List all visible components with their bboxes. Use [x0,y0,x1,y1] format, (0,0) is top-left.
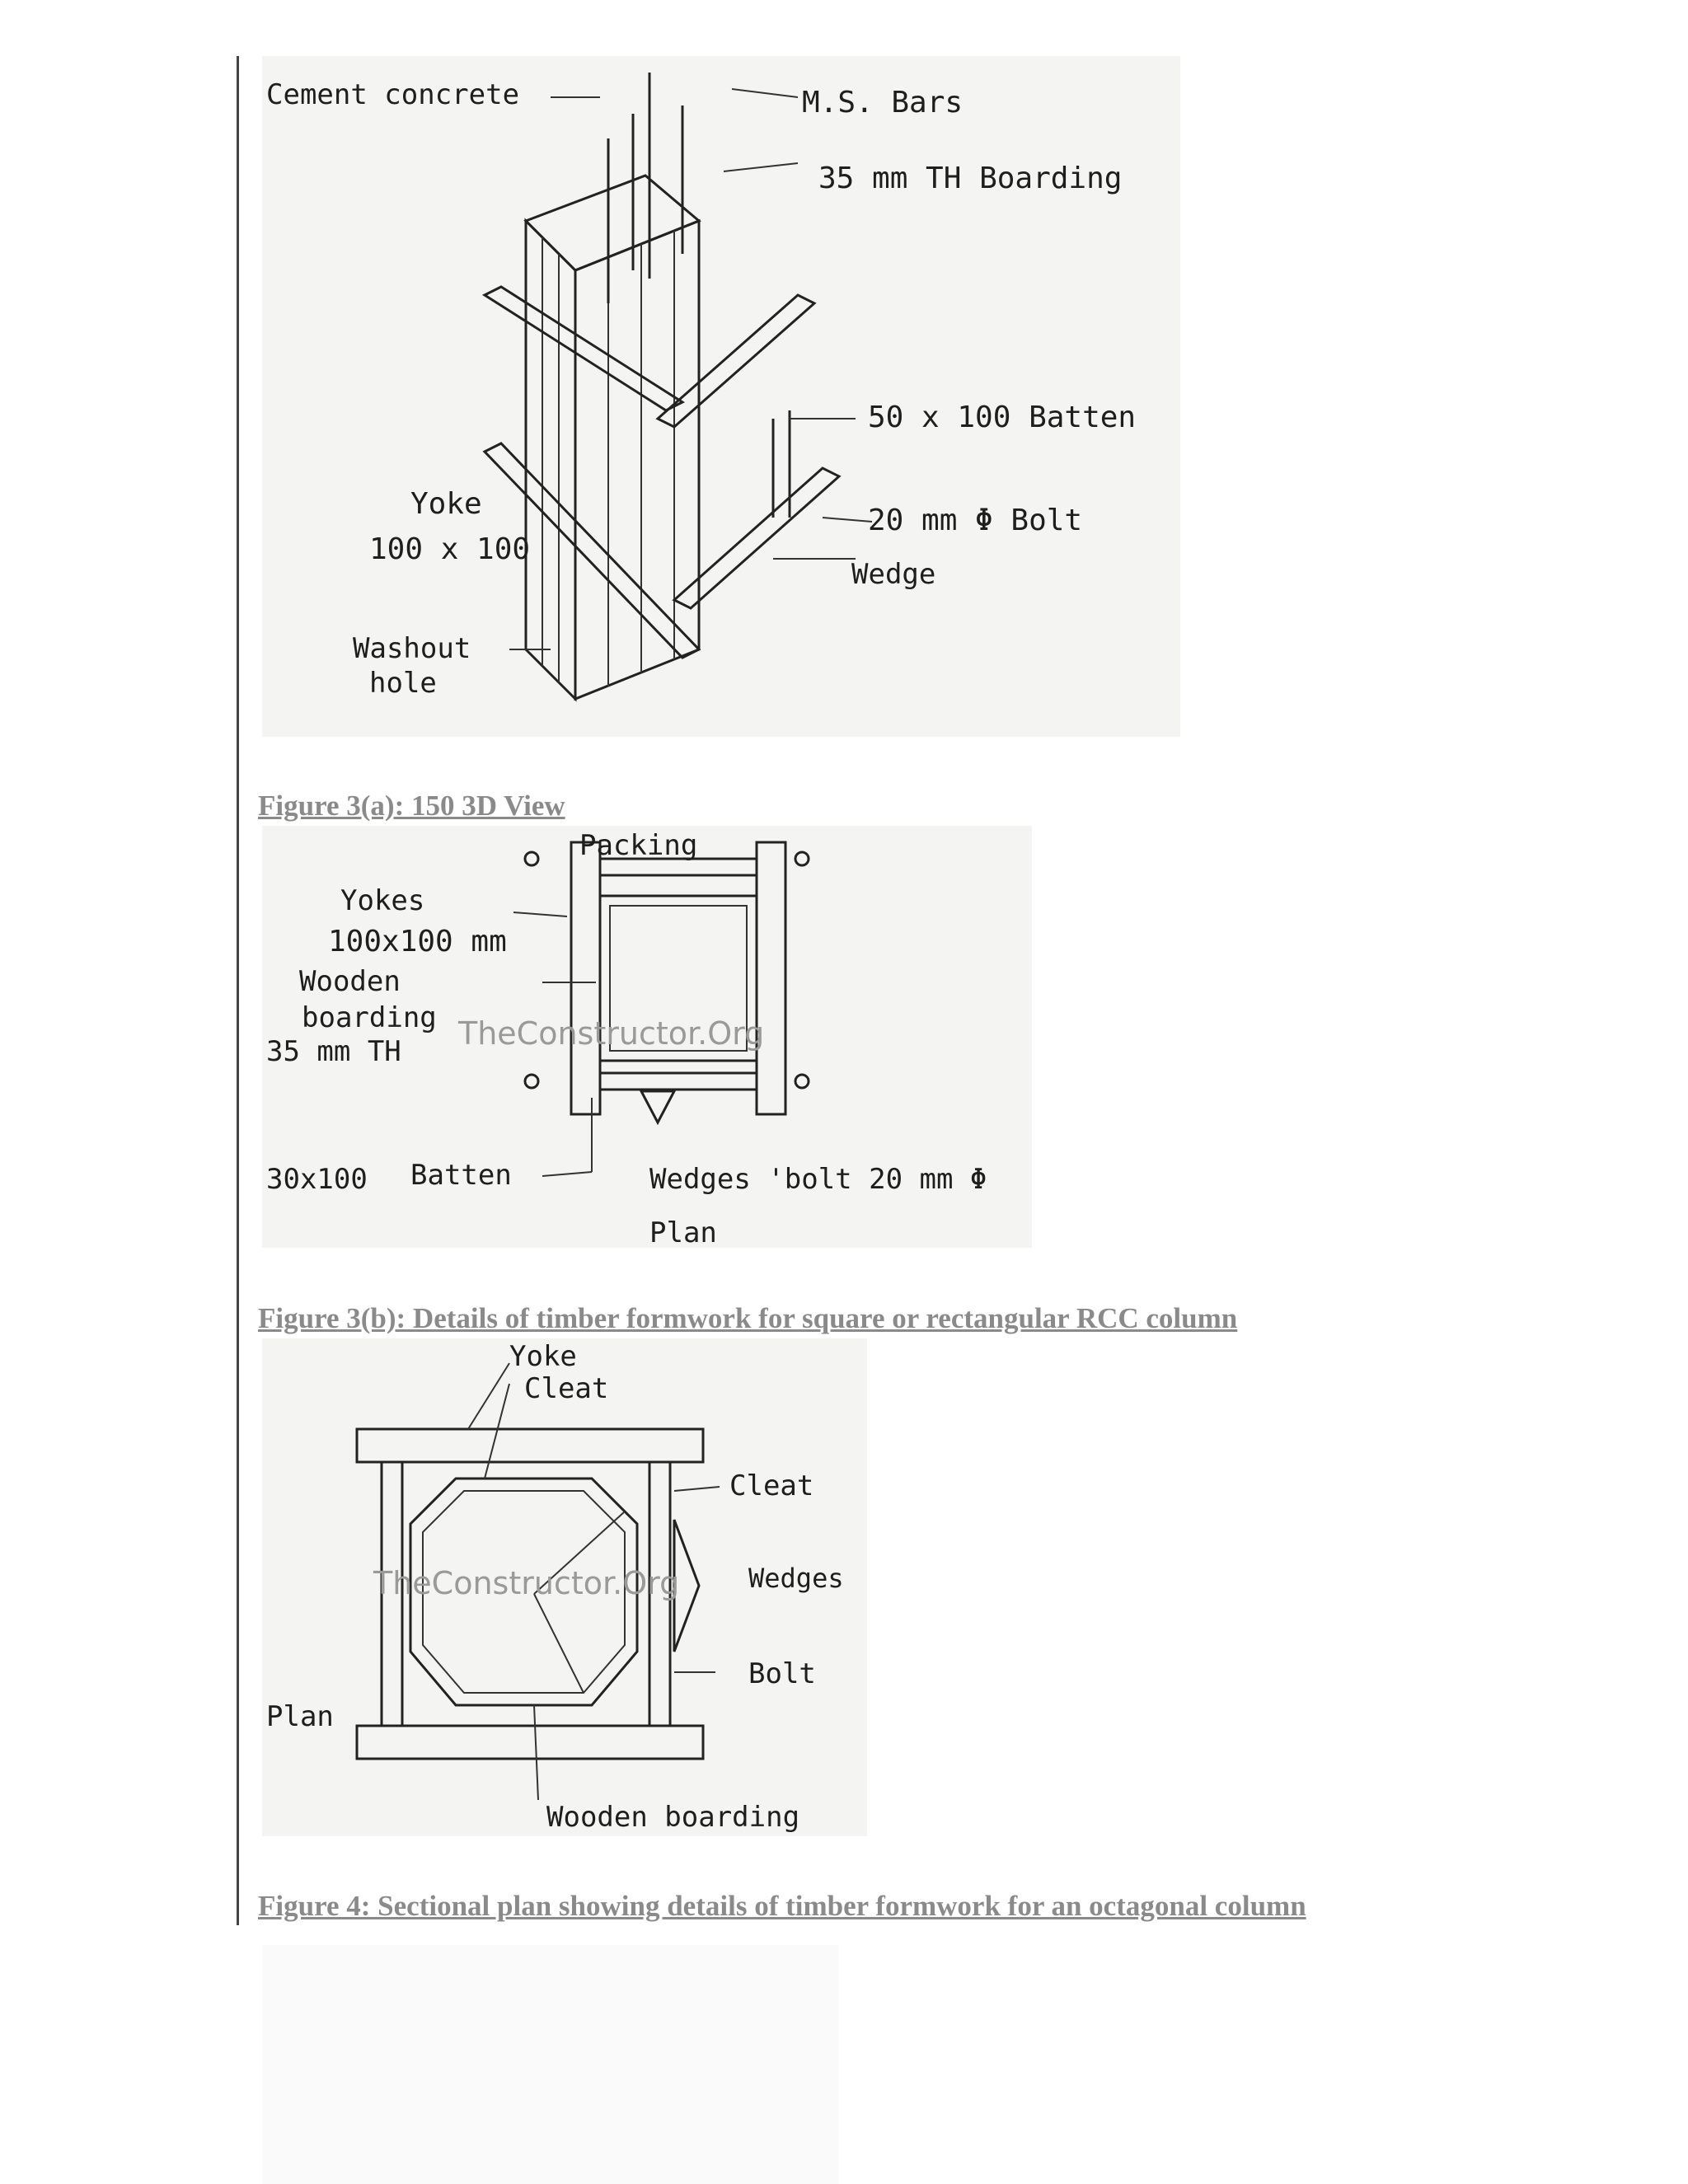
yoke-left [571,842,600,1114]
blank-area [262,1945,839,2184]
watermark-text: TheConstructor.Org [373,1565,680,1601]
label-hole: hole [369,667,437,700]
wedge-mark [641,1091,674,1122]
figure-4-caption: Figure 4: Sectional plan showing details of timber formwork for an octagonal column [258,1890,1306,1922]
watermark-text: TheConstructor.Org [458,1015,765,1052]
figure-3b-drawing [262,826,1032,1248]
left-border-line [237,56,239,1925]
column-left-face [526,221,575,699]
batten-bottom [600,1073,757,1090]
label-cleat-top: Cleat [524,1372,609,1405]
figure-4-image [262,1338,867,1836]
label-wedges: Wedges [748,1563,844,1594]
label-washout: Washout [353,632,471,665]
figure-4-drawing [262,1338,867,1836]
label-yoke: Yoke [509,1340,577,1373]
label-cement-concrete: Cement concrete [266,78,520,111]
label-packing: Packing [579,829,698,862]
yoke-upper-right [658,295,814,427]
figure-3b-image [262,826,1032,1248]
figure-3a-drawing [262,56,1180,737]
label-yoke-size: 100 x 100 [369,532,531,566]
label-boarding: 35 mm TH Boarding [818,162,1123,195]
yoke-top [357,1429,703,1462]
label-batten-size: 30x100 [266,1163,368,1196]
yoke-upper-left [485,287,682,410]
label-yokes-size: 100x100 mm [328,925,507,958]
yoke-bottom [357,1726,703,1759]
label-bolt: 20 mm Φ Bolt [868,504,1083,537]
label-yokes: Yokes [340,884,425,917]
label-batten: 50 x 100 Batten [868,401,1137,434]
label-wedges-bolt: Wedges 'bolt 20 mm Φ [649,1163,987,1196]
label-wooden: Wooden [299,965,401,998]
label-batten: Batten [410,1159,512,1192]
figure-3b-caption: Figure 3(b): Details of timber formwork for square or rectangular RCC column [258,1302,1238,1334]
label-yoke: Yoke [410,487,482,521]
label-plan: Plan [266,1700,334,1733]
figure-3a-caption: Figure 3(a): 150 3D View [258,790,565,822]
label-cleat-right: Cleat [729,1469,814,1502]
label-plan: Plan [649,1216,717,1248]
figure-3a-image [262,56,1180,737]
label-boarding: boarding [302,1001,437,1034]
label-wedge: Wedge [851,558,936,591]
label-bolt: Bolt [748,1657,816,1690]
label-ms-bars: M.S. Bars [802,86,964,120]
label-wooden-boarding: Wooden boarding [546,1801,800,1834]
column-right-face [575,221,699,699]
label-thickness: 35 mm TH [266,1035,401,1068]
yoke-right [757,842,785,1114]
